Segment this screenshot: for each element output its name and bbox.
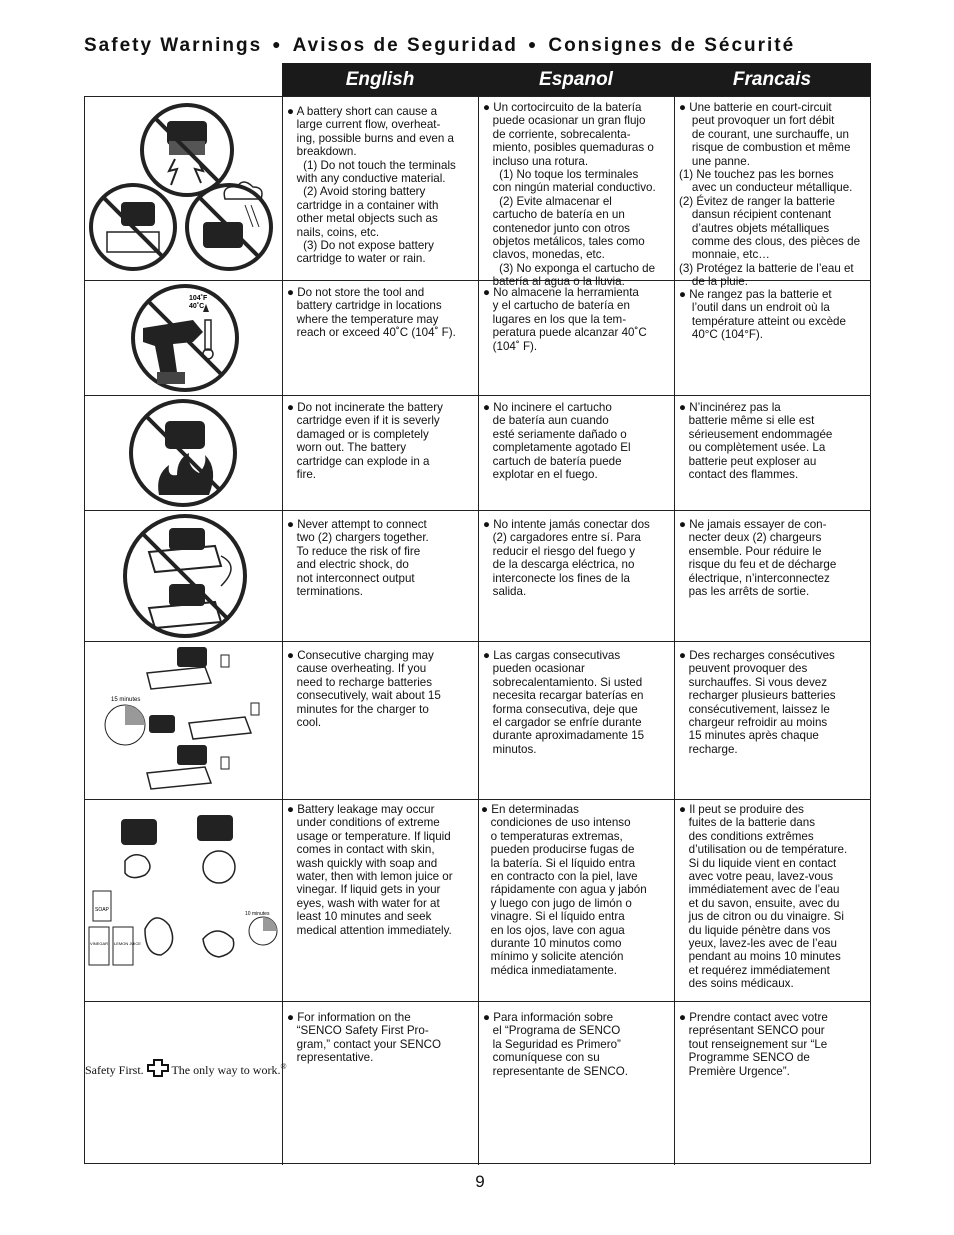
french-cell (674, 799, 870, 1001)
illustration-cell (85, 280, 282, 395)
spanish-cell (478, 280, 674, 395)
table-row (85, 510, 870, 642)
warning-text-english: ● Do not store the tool and battery cartridge in locations where the temperature may reach or exceed 40˚C (104˚ F). (287, 286, 456, 340)
safety-first-logo (85, 1059, 287, 1078)
clock-label: 15 minutes (111, 697, 141, 703)
spanish-cell (478, 1001, 674, 1165)
hand-icon (125, 855, 150, 878)
warning-text-english: ● Consecutive charging may cause overheating. If you need to recharge batteries consecutively, wait about 15 minutes for the charger to cool. (287, 649, 441, 730)
no-metal-objects-icon (91, 185, 175, 269)
no-touch-terminals-icon (142, 105, 232, 195)
battery-short-warning-illustration (85, 97, 281, 280)
french-cell (674, 280, 870, 395)
english-cell (282, 799, 478, 1001)
logo-text-right: The only way to work. (171, 1063, 281, 1077)
french-cell (674, 641, 870, 799)
english-cell (282, 97, 478, 280)
column-header-french: Francais (732, 69, 812, 90)
table-row (85, 280, 870, 396)
french-cell (674, 395, 870, 510)
logo-text-left: Safety First. (85, 1063, 144, 1077)
table-row (85, 97, 870, 289)
thermometer-icon (205, 320, 211, 350)
warning-text-french: ● Une batterie en court-circuit peut provoquer un fort débit de courant, une surchauffe, un risque de combustion et même une panne. (1) Ne touchez pas les bornes avec un conducteur métallique. (2) Évitez de ranger la batterie dansun récipient contenant d’autres objets métalliques comme des clous, des pièces de monnaie, etc… (3) Protégez la batterie de l’eau et de la pluie. (679, 101, 861, 289)
warning-text-spanish: ● Para información sobre el “Programa de SENCO la Seguridad es Primero” comuníquese con su representante de SENCO. (483, 1011, 628, 1078)
registered-mark: ® (280, 1062, 287, 1071)
english-cell (282, 641, 478, 799)
lemon-juice-bottle-icon (113, 927, 133, 965)
charger-icon (147, 767, 211, 789)
warning-text-spanish: ● No incinere el cartucho de batería aun cuando esté seriamente dañado o completamente agotado El cartuch de batería puede explotar en el fuego. (483, 401, 631, 482)
warning-text-spanish: ● No almacene la herramienta y el cartucho de batería en lugares en los que la tem- peratura puede alcanzar 40˚C (104˚ F). (483, 286, 647, 353)
warning-text-english: ● Battery leakage may occur under conditions of extreme usage or temperature. If liquid comes in contact with skin, wash quickly with soap and water, then with lemon juice or vinegar. If liquid gets in your eyes, wash with water for at least 10 minutes and seek medical attention immediately. (287, 803, 453, 937)
english-cell (282, 280, 478, 395)
warning-text-english: ● Never attempt to connect two (2) chargers together. To reduce the risk of fire and electric shock, do not interconnect output terminations. (287, 518, 429, 599)
title-english: Safety Warnings (84, 35, 263, 56)
warning-text-spanish: ● Un cortocircuito de la batería puede ocasionar un gran flujo de corriente, sobrecalenta- miento, posibles quemaduras o incluso una rotura. (1) No toque los terminales con ningún material conductivo. (2) Evite almacenar el cartucho de batería en un contenedor junto con otros objetos metálicos, tales como clavos, monedas, etc. (3) No exponga el cartucho de batería al agua o la lluvia. (483, 101, 656, 289)
english-cell (282, 510, 478, 641)
table-row (85, 395, 870, 511)
french-cell (674, 1001, 870, 1165)
title-spanish: Avisos de Seguridad (292, 35, 518, 56)
illustration-cell (85, 1001, 287, 1165)
column-header-english: English (345, 69, 415, 90)
warning-text-french: ● Prendre contact avec votre représentant SENCO pour tout renseignement sur “Le Programme SENCO de Première Urgence”. (679, 1011, 828, 1078)
temperature-label-c: 40˚C (189, 303, 205, 310)
soap-label: SOAP (95, 907, 109, 913)
english-cell (282, 395, 478, 510)
warning-text-spanish: ● No intente jamás conectar dos (2) cargadores entre sí. Para reducir el riesgo del fuego y de la descarga eléctrica, no interconecte los fines de la salida. (483, 518, 650, 599)
french-cell (674, 97, 870, 289)
warning-text-english: ● Do not incinerate the battery cartridge even if it is severly damaged or is completely worn out. The battery cartridge can explode in a fire. (287, 401, 443, 482)
lemon-juice-label: LEMON JUICE (114, 941, 141, 946)
no-water-rain-icon (187, 182, 271, 269)
french-cell (674, 510, 870, 641)
battery-icon (165, 421, 205, 449)
illustration-cell (85, 510, 282, 641)
english-cell (282, 1001, 478, 1165)
language-header-bar (282, 63, 871, 96)
page-number: 9 (475, 1172, 485, 1191)
vinegar-label: VINEGAR (90, 941, 109, 946)
battery-leakage-illustration (85, 799, 281, 1001)
warning-text-spanish: ● Las cargas consecutivas pueden ocasionar sobrecalentamiento. Si usted necesita recargar baterías en forma consecutiva, deje que el cargador se enfríe durante durante aproximadamente 15 minutos. (483, 649, 645, 756)
vinegar-bottle-icon (89, 927, 109, 965)
face-icon (203, 851, 235, 883)
battery-icon (197, 815, 233, 841)
charger-icon (189, 717, 251, 739)
no-high-temperature-illustration (85, 280, 281, 395)
illustration-cell (85, 641, 282, 799)
table-row (85, 641, 870, 800)
charger-icon (147, 667, 211, 689)
warning-text-french: ● Des recharges consécutives peuvent provoquer des surchauffes. Si vous devez recharger plusieurs batteries consécutivement, laissez le chargeur refroidir au moins 15 minutes après chaque recharge. (679, 649, 836, 756)
warning-text-french: ● Ne jamais essayer de con- necter deux (2) chargeurs ensemble. Pour réduire le risque du feu et de décharge électrique, n’interconnectez pas les arrêts de sortie. (679, 518, 837, 599)
page-title (84, 35, 874, 61)
table-row (85, 1001, 870, 1165)
illustration-cell (85, 799, 282, 1001)
spanish-cell (478, 799, 674, 1001)
column-header-spanish: Espanol (539, 69, 613, 90)
clock-label: 10 minutes (245, 911, 270, 917)
table-row (85, 799, 870, 1002)
title-bullet: ● (272, 36, 283, 52)
face-icon (203, 931, 234, 957)
warning-text-spanish: ● En determinadas condiciones de uso intenso o temperaturas extremas, pueden producirse fugas de la batería. Si el líquido entra en contracto con la piel, lave rápidamente con agua y jabón y luego con jugo de limón o vinagre. Si el líquido entra en los ojos, lave con agua durante 10 minutos como mínimo y solicite atención médica inmediatamente. (481, 803, 647, 977)
spanish-cell (478, 510, 674, 641)
title-bullet: ● (527, 36, 539, 52)
warning-text-french: ● N’incinérez pas la batterie même si elle est sérieusement endommagée ou complètement usée. La batterie peut exploser au contact des flammes. (679, 401, 833, 482)
cross-icon (147, 1059, 169, 1077)
no-incineration-illustration (85, 395, 281, 510)
warning-text-french: ● Ne rangez pas la batterie et l’outil dans un endroit où la température atteint ou excède 40°C (104°F). (679, 288, 846, 342)
illustration-cell (85, 97, 282, 280)
consecutive-charging-illustration (85, 641, 281, 799)
warning-text-french: ● Il peut se produire des fuites de la batterie dans des conditions extrêmes d’utilisation ou de température. Si du liquide vient en contact avec votre peau, lavez-vous immédiatement avec de l’eau et du savon, ensuite, avec du jus de citron ou du vinaigre. Si du liquide pénètre dans vos yeux, lavez-les avec de l’eau pendant au moins 10 minutes et requérez immédiatement des soins médicaux. (679, 803, 848, 991)
temperature-label-f: 104˚F (189, 295, 208, 302)
title-french: Consignes de Sécurité (548, 35, 796, 56)
illustration-cell (85, 395, 282, 510)
battery-icon (121, 819, 157, 845)
soap-bottle-icon (93, 891, 111, 921)
no-interconnected-chargers-illustration (85, 510, 281, 641)
warning-text-english: ● A battery short can cause a large current flow, overheat- ing, possible burns and even a breakdown. (1) Do not touch the terminals with any conductive material. (2) Avoid storing battery cartridge in a container with other metal objects such as nails, coins, etc. (3) Do not expose battery cartridge to water or rain. (287, 105, 456, 266)
spanish-cell (478, 395, 674, 510)
warning-text-english: ● For information on the “SENCO Safety First Pro- gram,” contact your SENCO representative. (287, 1011, 441, 1065)
spanish-cell (478, 97, 674, 289)
spanish-cell (478, 641, 674, 799)
safety-warnings-table (84, 96, 871, 1164)
